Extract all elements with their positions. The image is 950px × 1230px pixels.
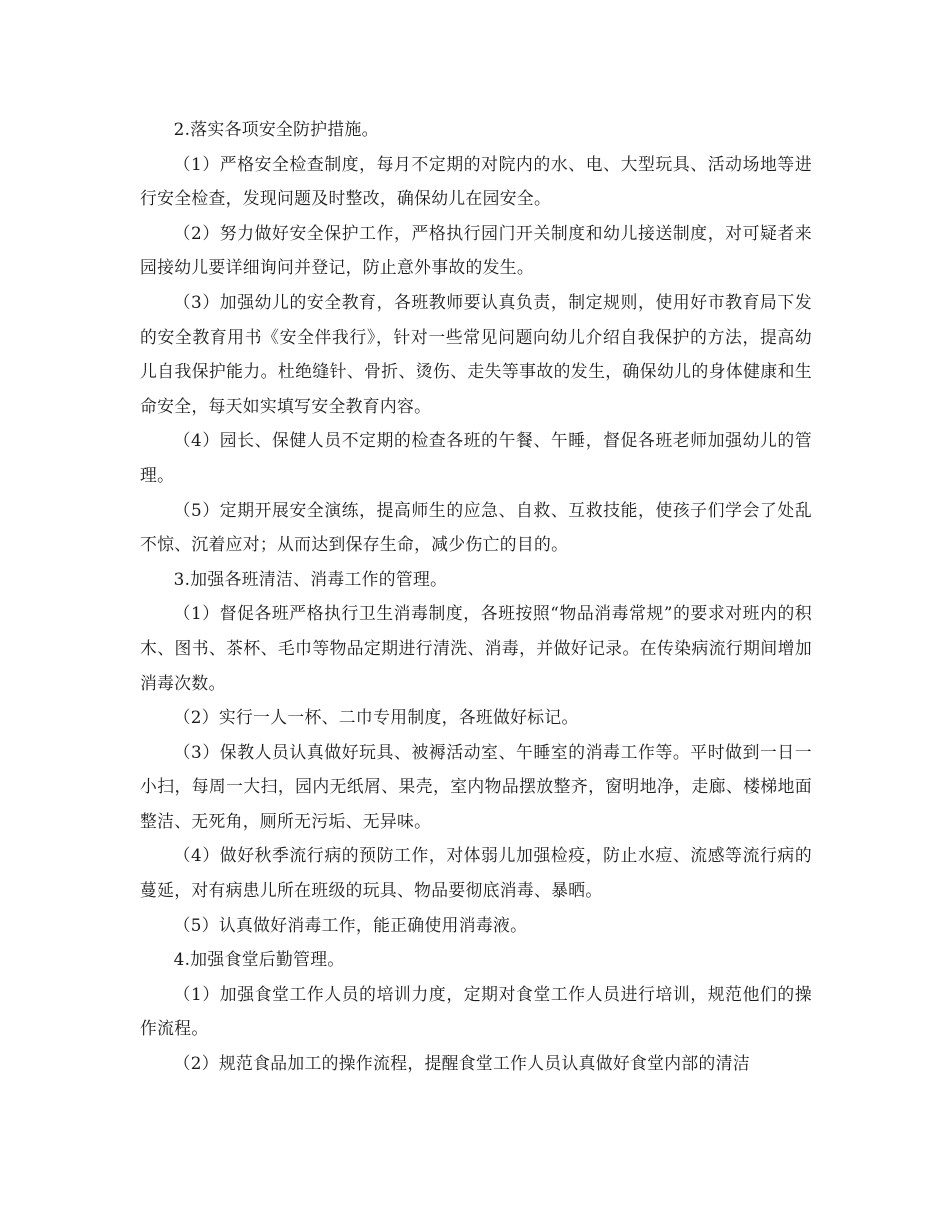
section-heading-4: 4.加强食堂后勤管理。: [173, 949, 345, 970]
section-heading-2: 2.落实各项安全防护措施。: [173, 119, 379, 139]
paragraph: （2）规范食品加工的操作流程，提醒食堂工作人员认真做好食堂内部的清洁: [173, 1053, 750, 1074]
document-body: [140, 112, 812, 1081]
paragraph: （5）认真做好消毒工作，能正确使用消毒液。: [173, 914, 528, 935]
paragraph: （4）园长、保健人员不定期的检查各班的午餐、午睡，督促各班老师加强幼儿的管理。: [140, 430, 812, 485]
paragraph: （4）做好秋季流行病的预防工作，对体弱儿加强检疫，防止水痘、流感等流行病的蔓延，对有病患儿所在班级的玩具、物品要彻底消毒、暴晒。: [140, 845, 812, 901]
paragraph: （1）严格安全检查制度，每月不定期的对院内的水、电、大型玩具、活动场地等进行安全检查，发现问题及时整改，确保幼儿在园安全。: [140, 153, 812, 209]
paragraph: （2）实行一人一杯、二巾专用制度，各班做好标记。: [173, 707, 579, 728]
paragraph: （3）加强幼儿的安全教育，各班教师要认真负责，制定规则，使用好市教育局下发的安全教育用书《安全伴我行》，针对一些常见问题向幼儿介绍自我保护的方法，提高幼儿自我保护能力。杜绝缝针、骨折、烫伤、走失等事故的发生，确保幼儿的身体健康和生命安全，每天如实填写安全教育内容。: [140, 291, 812, 416]
section-heading-3: 3.加强各班清洁、消毒工作的管理。: [173, 568, 448, 589]
paragraph: （2）努力做好安全保护工作，严格执行园门开关制度和幼儿接送制度，对可疑者来园接幼儿要详细询问并登记，防止意外事故的发生。: [140, 222, 812, 278]
paragraph: （1）加强食堂工作人员的培训力度，定期对食堂工作人员进行培训，规范他们的操作流程。: [140, 983, 812, 1039]
paragraph: （5）定期开展安全演练，提高师生的应急、自救、互救技能，使孩子们学会了处乱不惊、沉着应对；从而达到保存生命，减少伤亡的目的。: [140, 499, 812, 555]
paragraph: （3）保教人员认真做好玩具、被褥活动室、午睡室的消毒工作等。平时做到一日一小扫，每周一大扫，园内无纸屑、果壳，室内物品摆放整齐，窗明地净，走廊、楼梯地面整洁、无死角，厕所无污垢、无异味。: [140, 741, 812, 831]
paragraph: （1）督促各班严格执行卫生消毒制度，各班按照“物品消毒常规”的要求对班内的积木、图书、茶杯、毛巾等物品定期进行清洗、消毒，并做好记录。在传染病流行期间增加消毒次数。: [140, 603, 812, 693]
